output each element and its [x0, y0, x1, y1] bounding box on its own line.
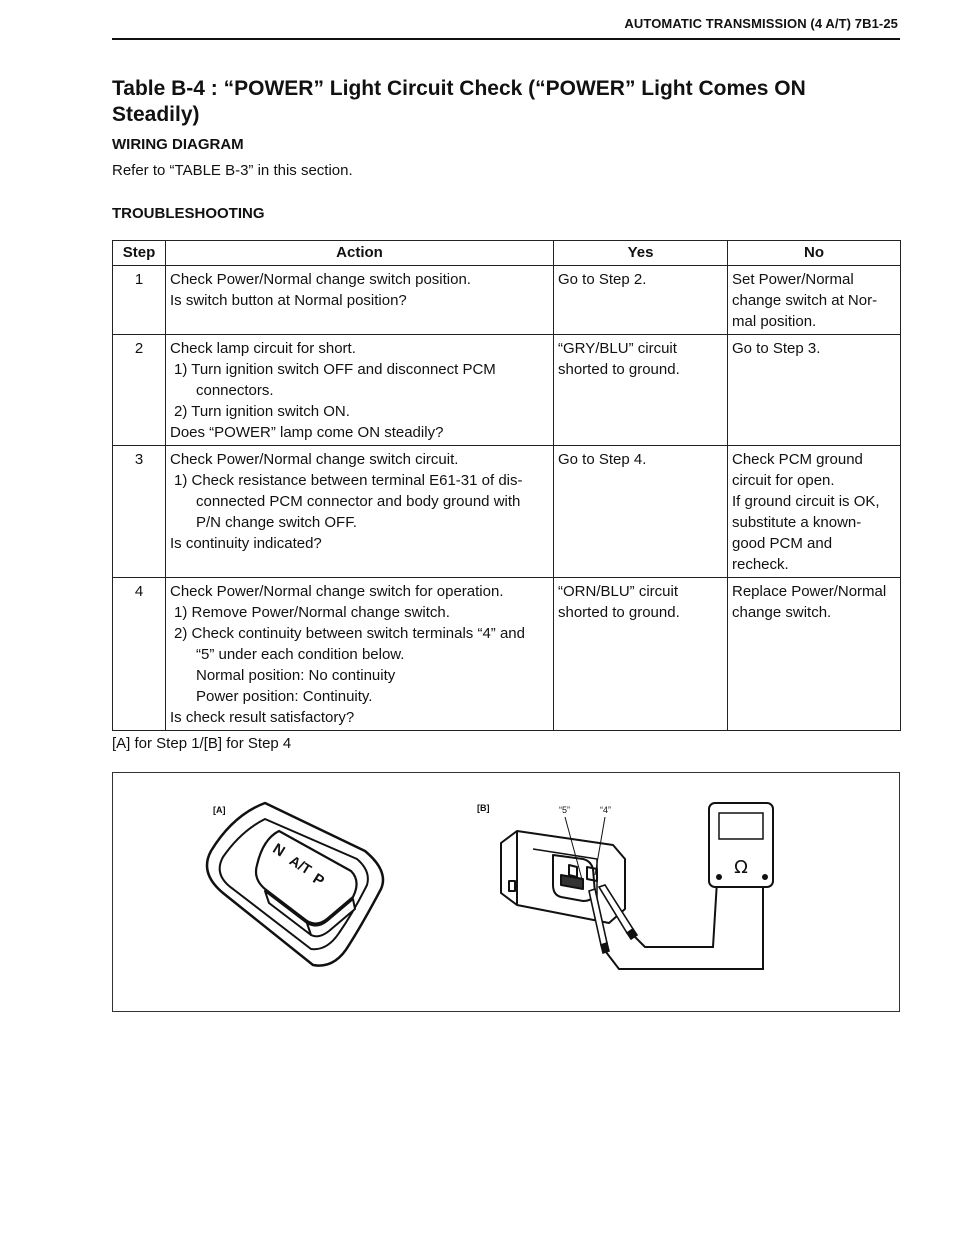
action-substep-continued: P/N change switch OFF.: [196, 514, 357, 531]
figure-caption: [A] for Step 1/[B] for Step 4: [112, 735, 292, 752]
action-cell: [166, 446, 554, 578]
no-line: good PCM and: [732, 535, 833, 552]
no-line: If ground circuit is OK,: [732, 493, 880, 510]
figure-box: [112, 772, 900, 1012]
yes-cell: [554, 335, 728, 446]
no-line: Check PCM ground: [732, 451, 863, 468]
action-cell: [166, 266, 554, 335]
wiring-diagram-heading: WIRING DIAGRAM: [112, 136, 244, 153]
action-line: Check lamp circuit for short.: [170, 340, 356, 357]
no-cell: [728, 578, 901, 731]
column-header-no: No: [728, 241, 901, 266]
action-line: Is check result satisfactory?: [170, 709, 355, 726]
page-header: [112, 12, 900, 40]
action-cell: [166, 335, 554, 446]
terminal-label-5: “5”: [559, 805, 570, 815]
yes-cell: [554, 266, 728, 335]
column-header-yes: Yes: [554, 241, 728, 266]
switch-letter-n: N: [269, 840, 288, 861]
action-substep: 2) Turn ignition switch ON.: [174, 403, 350, 420]
action-line: Is switch button at Normal position?: [170, 292, 407, 309]
switch-diagram: [113, 773, 901, 1013]
action-condition: Normal position: No continuity: [196, 667, 396, 684]
no-line: Replace Power/Normal: [732, 583, 887, 600]
no-line: mal position.: [732, 313, 817, 330]
yes-cell: [554, 578, 728, 731]
yes-line: “GRY/BLU” circuit: [558, 340, 677, 357]
table-header-row: [113, 241, 901, 266]
yes-line: shorted to ground.: [558, 361, 680, 378]
action-line: Check Power/Normal change switch for operation.: [170, 583, 504, 600]
action-line: Check Power/Normal change switch position.: [170, 271, 471, 288]
action-line: Is continuity indicated?: [170, 535, 322, 552]
step-number: 1: [113, 266, 166, 335]
action-substep: 1) Turn ignition switch OFF and disconnect PCM: [174, 361, 496, 378]
ohm-symbol: Ω: [734, 857, 748, 878]
no-line: Set Power/Normal: [732, 271, 854, 288]
action-condition: Power position: Continuity.: [196, 688, 373, 705]
header-text: AUTOMATIC TRANSMISSION (4 A/T) 7B1-25: [624, 16, 898, 31]
no-cell: [728, 446, 901, 578]
no-line: circuit for open.: [732, 472, 835, 489]
figure-label-b: [B]: [477, 803, 490, 813]
switch-letter-at: A/T: [286, 852, 315, 878]
action-line: Check Power/Normal change switch circuit.: [170, 451, 459, 468]
action-line: Does “POWER” lamp come ON steadily?: [170, 424, 444, 441]
no-line: recheck.: [732, 556, 789, 573]
troubleshooting-heading: TROUBLESHOOTING: [112, 205, 265, 222]
yes-line: “ORN/BLU” circuit: [558, 583, 679, 600]
action-substep-continued: connected PCM connector and body ground with: [196, 493, 521, 510]
yes-cell: [554, 446, 728, 578]
action-substep: 2) Check continuity between switch terminals “4” and: [174, 625, 525, 642]
no-line: change switch.: [732, 604, 832, 621]
action-substep-continued: “5” under each condition below.: [196, 646, 405, 663]
table-row: [113, 578, 901, 731]
table-row: [113, 446, 901, 578]
yes-line: Go to Step 4.: [558, 451, 647, 468]
action-substep: 1) Remove Power/Normal change switch.: [174, 604, 450, 621]
terminal-label-4: “4”: [600, 805, 611, 815]
meter-terminal: [716, 874, 722, 880]
yes-line: shorted to ground.: [558, 604, 680, 621]
meter-terminal: [762, 874, 768, 880]
step-number: 3: [113, 446, 166, 578]
figure-label-a: [A]: [213, 805, 226, 815]
column-header-step: Step: [113, 241, 166, 266]
no-line: substitute a known-: [732, 514, 862, 531]
terminal-leader-lines: [565, 817, 605, 883]
switch-connector-illustration: [501, 831, 625, 923]
switch-letter-p: P: [309, 870, 328, 890]
column-header-action: Action: [166, 241, 554, 266]
table-row: [113, 266, 901, 335]
no-line: change switch at Nor-: [732, 292, 878, 309]
action-substep-continued: connectors.: [196, 382, 274, 399]
action-substep: 1) Check resistance between terminal E61-31 of dis-: [174, 472, 523, 489]
step-number: 2: [113, 335, 166, 446]
table-row: [113, 335, 901, 446]
no-cell: [728, 335, 901, 446]
action-cell: [166, 578, 554, 731]
page-title: Table B-4 : “POWER” Light Circuit Check (“POWER” Light Comes ON Steadily): [112, 77, 806, 126]
yes-line: Go to Step 2.: [558, 271, 647, 288]
step-number: 4: [113, 578, 166, 731]
ohmmeter: [709, 803, 773, 887]
troubleshooting-table: [112, 240, 901, 731]
no-line: Go to Step 3.: [732, 340, 821, 357]
wiring-diagram-text: Refer to “TABLE B-3” in this section.: [112, 162, 353, 179]
power-normal-switch-illustration: [207, 803, 383, 966]
no-cell: [728, 266, 901, 335]
